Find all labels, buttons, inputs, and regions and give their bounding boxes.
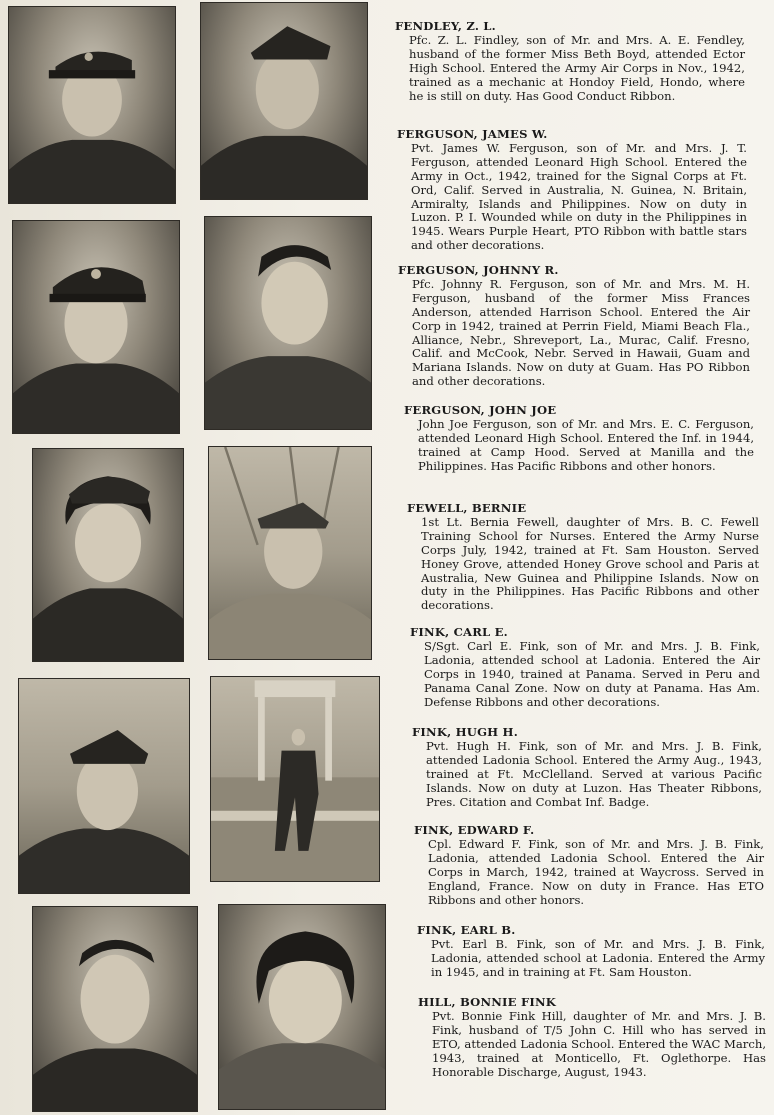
entry-fewell: [407, 502, 759, 613]
entry-hill-bonnie: [418, 996, 766, 1079]
entry-bio: S/Sgt. Carl E. Fink, son of Mr. and Mrs. J. B. Fink, Ladonia, attended school at Ladonia. Entered the Air Corps in 1940, trained at Panama. Served in Peru and Panama Canal Zone. Now on duty at Panama. Has Am. Defense Ribbons and other decorations.: [424, 638, 760, 709]
photo-fewell: [32, 448, 184, 662]
entry-bio: John Joe Ferguson, son of Mr. and Mrs. E. C. Ferguson, attended Leonard High School. Entered the Inf. in 1944, trained at Camp Hood. Served at Manilla and the Philippines. Has Pacific Ribbons and other honors.: [418, 416, 754, 473]
entry-bio: Cpl. Edward F. Fink, son of Mr. and Mrs. J. B. Fink, Ladonia, attended Ladonia School. Entered the Air Corps in March, 1942, trained at Waycross. Served in England, France. Now on duty in France. Has ETO Ribbons and other honors.: [428, 836, 764, 907]
photo-ferguson-john-joe: [204, 216, 372, 430]
photo-fink-edward: [210, 676, 380, 882]
entry-name: FERGUSON, JAMES W.: [397, 127, 548, 141]
entry-bio: Pvt. Earl B. Fink, son of Mr. and Mrs. J. B. Fink, Ladonia, attended school at Ladonia. Entered the Army in 1945, and in training at Ft. Sam Houston.: [431, 936, 765, 979]
entry-bio: Pvt. Hugh H. Fink, son of Mr. and Mrs. J. B. Fink, attended Ladonia School. Entered the Army Aug., 1943, trained at Ft. McClelland. Served at various Pacific Islands. Now on duty at Luzon. Has Theater Ribbons, Pres. Citation and Combat Inf. Badge.: [426, 738, 762, 809]
entry-name: HILL, BONNIE FINK: [418, 995, 557, 1009]
entry-fendley: [395, 20, 745, 103]
entry-name: FINK, HUGH H.: [412, 725, 518, 739]
entry-name: FERGUSON, JOHNNY R.: [398, 263, 559, 277]
entry-bio: Pfc. Johnny R. Ferguson, son of Mr. and Mrs. M. H. Ferguson, husband of the former Miss Frances Anderson, attended Harrison School. Entered the Air Corp in 1942, trained at Perrin Field, Miami Beach Fla., Alliance, Nebr., Shreveport, La., Murac, Calif. Fresno, Calif. and McCook, Nebr. Served in Hawaii, Guam and Mariana Islands. Now on duty at Guam. Has PO Ribbon and other decorations.: [412, 276, 750, 389]
entry-ferguson-johnny: [398, 264, 750, 389]
entry-fink-carl: [410, 626, 760, 709]
entry-name: FERGUSON, JOHN JOE: [404, 403, 557, 417]
photo-hill-bonnie: [218, 904, 386, 1110]
photo-fink-hugh: [18, 678, 190, 894]
entry-name: FENDLEY, Z. L.: [395, 19, 496, 33]
entry-name: FINK, EDWARD F.: [414, 823, 535, 837]
entry-name: FINK, EARL B.: [417, 923, 516, 937]
entry-bio: Pvt. Bonnie Fink Hill, daughter of Mr. and Mrs. J. B. Fink, husband of T/5 John C. Hill who has served in ETO, attended Ladonia School. Entered the WAC March, 1943, trained at Monticello, Ft. Oglethorpe. Has Honorable Discharge, August, 1943.: [432, 1008, 766, 1079]
entry-bio: 1st Lt. Bernia Fewell, daughter of Mrs. B. C. Fewell Training School for Nurses. Entered the Army Nurse Corps July, 1942, trained at Ft. Sam Houston. Served Honey Grove, attended Honey Grove school and Paris at Australia, New Guinea and Philippine Islands. Now on duty in the Philippines. Has Pacific Ribbons and other decorations.: [421, 514, 759, 613]
entry-fink-earl: [417, 924, 765, 980]
entry-ferguson-james: [397, 128, 747, 253]
entry-ferguson-john-joe: [404, 404, 754, 474]
photo-ferguson-johnny: [200, 2, 368, 200]
photo-ferguson-james: [12, 220, 180, 434]
photo-fink-carl: [208, 446, 372, 660]
photo-fink-earl: [32, 906, 198, 1112]
entry-bio: Pfc. Z. L. Findley, son of Mr. and Mrs. A. E. Fendley, husband of the former Miss Beth Boyd, attended Ector High School. Entered the Army Air Corps in Nov., 1942, trained as a mechanic at Hondoy Field, Hondo, where he is still on duty. Has Good Conduct Ribbon.: [409, 32, 745, 103]
photo-fendley: [8, 6, 176, 204]
entry-name: FINK, CARL E.: [410, 625, 508, 639]
entry-name: FEWELL, BERNIE: [407, 501, 527, 515]
entry-fink-edward: [414, 824, 764, 907]
entry-fink-hugh: [412, 726, 762, 809]
entry-bio: Pvt. James W. Ferguson, son of Mr. and Mrs. J. T. Ferguson, attended Leonard High School. Entered the Army in Oct., 1942, trained for the Signal Corps at Ft. Ord, Calif. Served in Australia, N. Guinea, N. Britain, Armiralty, Islands and Philippines. Now on duty in Luzon. P. I. Wounded while on duty in the Philippines in 1945. Wears Purple Heart, PTO Ribbon with battle stars and other decorations.: [411, 140, 747, 253]
